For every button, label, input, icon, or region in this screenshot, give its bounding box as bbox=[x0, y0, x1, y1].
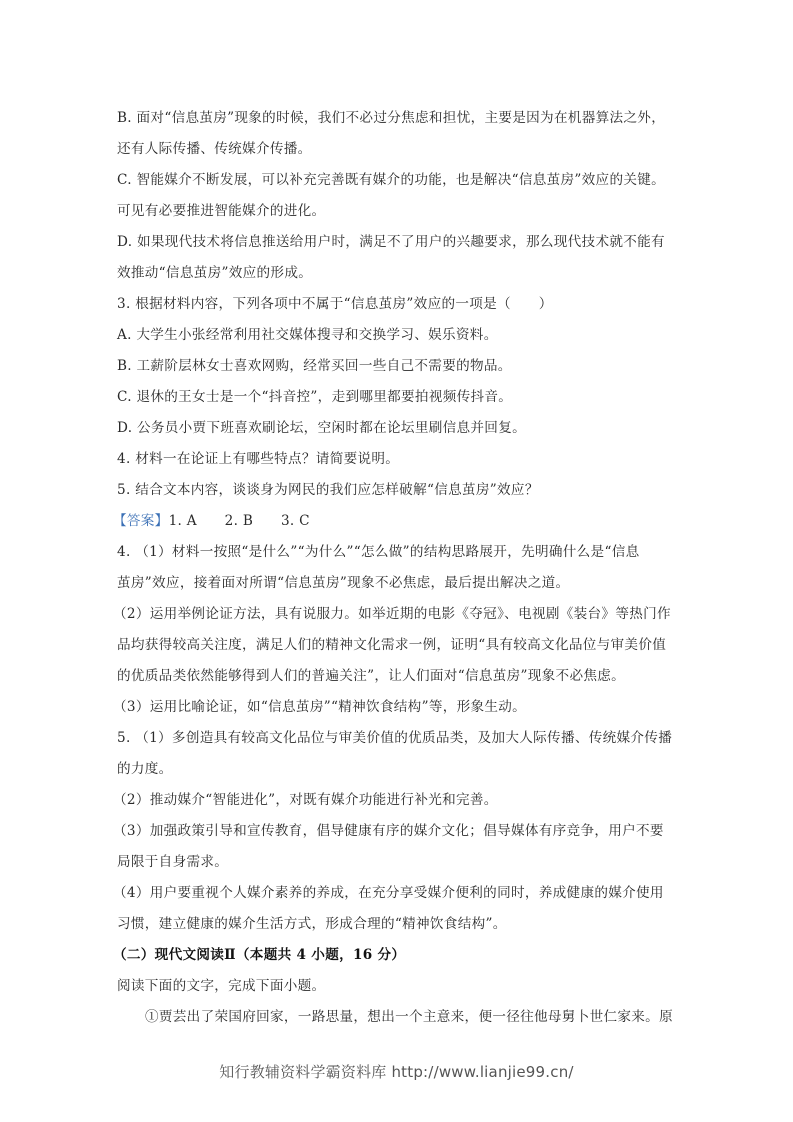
option-d-line1: D. 如果现代技术将信息推送给用户时，满足不了用户的兴趣要求，那么现代技术就不能有 bbox=[117, 234, 665, 250]
answer-5-point4-line2: 习惯，建立健康的媒介生活方式，形成合理的“精神饮食结构”。 bbox=[117, 916, 507, 932]
answer-5-point1-line1: 5. （1）多创造具有较高文化品位与审美价值的优质品类，及加大人际传播、传统媒介传播 bbox=[117, 730, 673, 746]
answer-5-point4-line1: （4）用户要重视个人媒介素养的养成，在充分享受媒介便利的同时，养成健康的媒介使用 bbox=[113, 885, 664, 901]
answer-5-point1-line2: 的力度。 bbox=[117, 761, 173, 777]
option-d-line2: 效推动“信息茧房”效应的形成。 bbox=[117, 265, 313, 281]
reading-instruction: 阅读下面的文字，完成下面小题。 bbox=[117, 978, 326, 994]
answer-4-point2-line2: 品均获得较高关注度，满足人们的精神文化需求一例，证明“具有较高文化品位与审美价值 bbox=[117, 637, 667, 653]
question-5: 5. 结合文本内容，谈谈身为网民的我们应怎样破解“信息茧房”效应？ bbox=[117, 482, 539, 498]
answer-4-line1: 4. （1）材料一按照“是什么”“为什么”“怎么做”的结构思路展开，先明确什么是“信息 bbox=[117, 544, 640, 560]
q3-option-c: C. 退休的王女士是一个“抖音控”，走到哪里都要拍视频传抖音。 bbox=[117, 389, 513, 405]
answer-line bbox=[113, 511, 678, 531]
q3-option-b: B. 工薪阶层林女士喜欢网购，经常买回一些自己不需要的物品。 bbox=[117, 358, 512, 374]
answer-tag: 【答案】 bbox=[113, 513, 169, 529]
answer-4-point2-line3: 的优质品类依然能够得到人们的普遍关注”，让人们面对“信息茧房”现象不必焦虑。 bbox=[117, 668, 626, 684]
question-3: 3. 根据材料内容，下列各项中不属于“信息茧房”效应的一项是（ ） bbox=[117, 296, 553, 312]
option-c-line2: 可见有必要推进智能媒介的进化。 bbox=[117, 203, 326, 219]
footer-watermark: 知行教辅资料学霸资料库 http://www.lianjie99.cn/ bbox=[219, 1063, 574, 1081]
answer-5-point2: （2）推动媒介“智能进化”，对既有媒介功能进行补光和完善。 bbox=[113, 792, 498, 808]
q3-option-d: D. 公务员小贾下班喜欢刷论坛，空闲时都在论坛里刷信息并回复。 bbox=[117, 420, 526, 436]
option-b-line2: 还有人际传播、传统媒介传播。 bbox=[117, 141, 312, 157]
answer-4-point3: （3）运用比喻论证，如“信息茧房”“精神饮食结构”等，形象生动。 bbox=[113, 699, 527, 715]
answer-4-point2-line1: （2）运用举例论证方法，具有说服力。如举近期的电影《夺冠》、电视剧《装台》等热门作 bbox=[113, 606, 671, 622]
option-b-line1: B. 面对“信息茧房”现象的时候，我们不必过分焦虑和担忧，主要是因为在机器算法之外， bbox=[117, 110, 666, 126]
answer-5-point3-line1: （3）加强政策引导和宣传教育，倡导健康有序的媒介文化；倡导媒体有序竞争，用户不要 bbox=[113, 823, 664, 839]
answer-4-line2: 茧房”效应，接着面对所谓“信息茧房”现象不必焦虑，最后提出解决之道。 bbox=[117, 575, 570, 591]
answer-5-point3-line2: 局限于自身需求。 bbox=[117, 854, 229, 870]
answer-choices: 1. A 2. B 3. C bbox=[168, 513, 310, 529]
passage-paragraph-1: ①贾芸出了荣国府回家，一路思量，想出一个主意来，便一径往他母舅卜世仁家来。原 bbox=[145, 1009, 673, 1025]
q3-option-a: A. 大学生小张经常利用社交媒体搜寻和交换学习、娱乐资料。 bbox=[117, 327, 498, 343]
question-4: 4. 材料一在论证上有哪些特点？请简要说明。 bbox=[117, 451, 400, 467]
section-heading: （二）现代文阅读Ⅱ（本题共 4 小题，16 分） bbox=[113, 947, 406, 963]
option-c-line1: C. 智能媒介不断发展，可以补充完善既有媒介的功能，也是解决“信息茧房”效应的关键。 bbox=[117, 172, 666, 188]
